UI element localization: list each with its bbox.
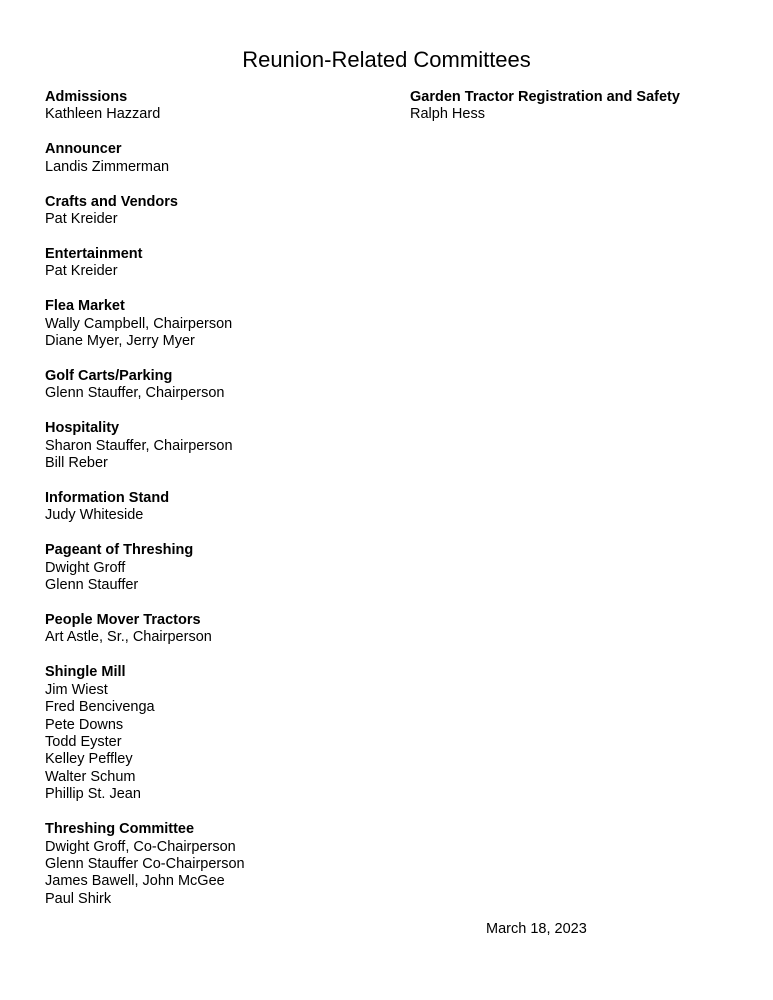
committee-name: Announcer — [45, 141, 122, 158]
committee-member: Todd Eyster — [45, 733, 122, 750]
committee-member: Jim Wiest — [45, 681, 108, 698]
committee-entertainment — [45, 246, 385, 281]
page-title: Reunion-Related Committees — [242, 47, 531, 72]
committee-name: Crafts and Vendors — [45, 193, 178, 210]
committee-name: Flea Market — [45, 298, 125, 315]
committee-name: Hospitality — [45, 420, 120, 437]
committee-member: Diane Myer, Jerry Myer — [45, 333, 195, 350]
committee-member: Phillip St. Jean — [45, 786, 141, 803]
committee-threshing-committee — [45, 821, 385, 908]
committee-member: Landis Zimmerman — [45, 158, 170, 175]
committee-garden-tractor-registration-and-safety — [410, 89, 750, 124]
committee-member: Art Astle, Sr., Chairperson — [45, 629, 212, 646]
committee-member: Kelley Peffley — [45, 751, 133, 768]
committee-member: Ralph Hess — [410, 106, 485, 123]
committee-member: Pat Kreider — [45, 263, 118, 280]
committee-member: Bill Reber — [45, 455, 108, 472]
committee-name: Threshing Committee — [45, 821, 195, 838]
committee-name: Pageant of Threshing — [45, 542, 194, 559]
committee-member: Fred Bencivenga — [45, 699, 155, 716]
committee-information-stand — [45, 490, 385, 525]
committee-name: Admissions — [45, 89, 128, 105]
committee-crafts-and-vendors — [45, 194, 385, 229]
committee-member: Glenn Stauffer, Chairperson — [45, 385, 225, 402]
committee-member: Dwight Groff, Co-Chairperson — [45, 838, 236, 855]
committee-member: Pete Downs — [45, 716, 124, 733]
committee-name: People Mover Tractors — [45, 612, 201, 629]
committee-name: Golf Carts/Parking — [45, 367, 173, 384]
committee-shingle-mill — [45, 664, 385, 803]
committee-name: Information Stand — [45, 490, 170, 506]
committee-name: Entertainment — [45, 245, 143, 262]
committee-member: Paul Shirk — [45, 890, 112, 907]
committee-name: Garden Tractor Registration and Safety — [410, 89, 680, 105]
committee-announcer — [45, 141, 385, 176]
right-committee-column — [410, 89, 750, 141]
document-date: March 18, 2023 — [486, 921, 587, 937]
committee-member: Kathleen Hazzard — [45, 106, 161, 123]
committee-name: Shingle Mill — [45, 664, 126, 681]
committee-flea-market — [45, 298, 385, 350]
committee-admissions — [45, 89, 385, 124]
committee-member: Judy Whiteside — [45, 507, 144, 524]
committee-member: Dwight Groff — [45, 559, 126, 576]
committee-member: James Bawell, John McGee — [45, 873, 225, 890]
committee-member: Glenn Stauffer — [45, 577, 139, 594]
committee-pageant-of-threshing — [45, 542, 385, 594]
committee-member: Walter Schum — [45, 768, 136, 785]
committee-hospitality — [45, 420, 385, 472]
committee-people-mover-tractors — [45, 612, 385, 647]
left-committee-column — [45, 89, 385, 926]
committee-golf-carts-parking — [45, 368, 385, 403]
committee-member: Wally Campbell, Chairperson — [45, 315, 233, 332]
committee-member: Pat Kreider — [45, 211, 118, 228]
committee-member: Sharon Stauffer, Chairperson — [45, 437, 233, 454]
committee-member: Glenn Stauffer Co-Chairperson — [45, 855, 245, 872]
